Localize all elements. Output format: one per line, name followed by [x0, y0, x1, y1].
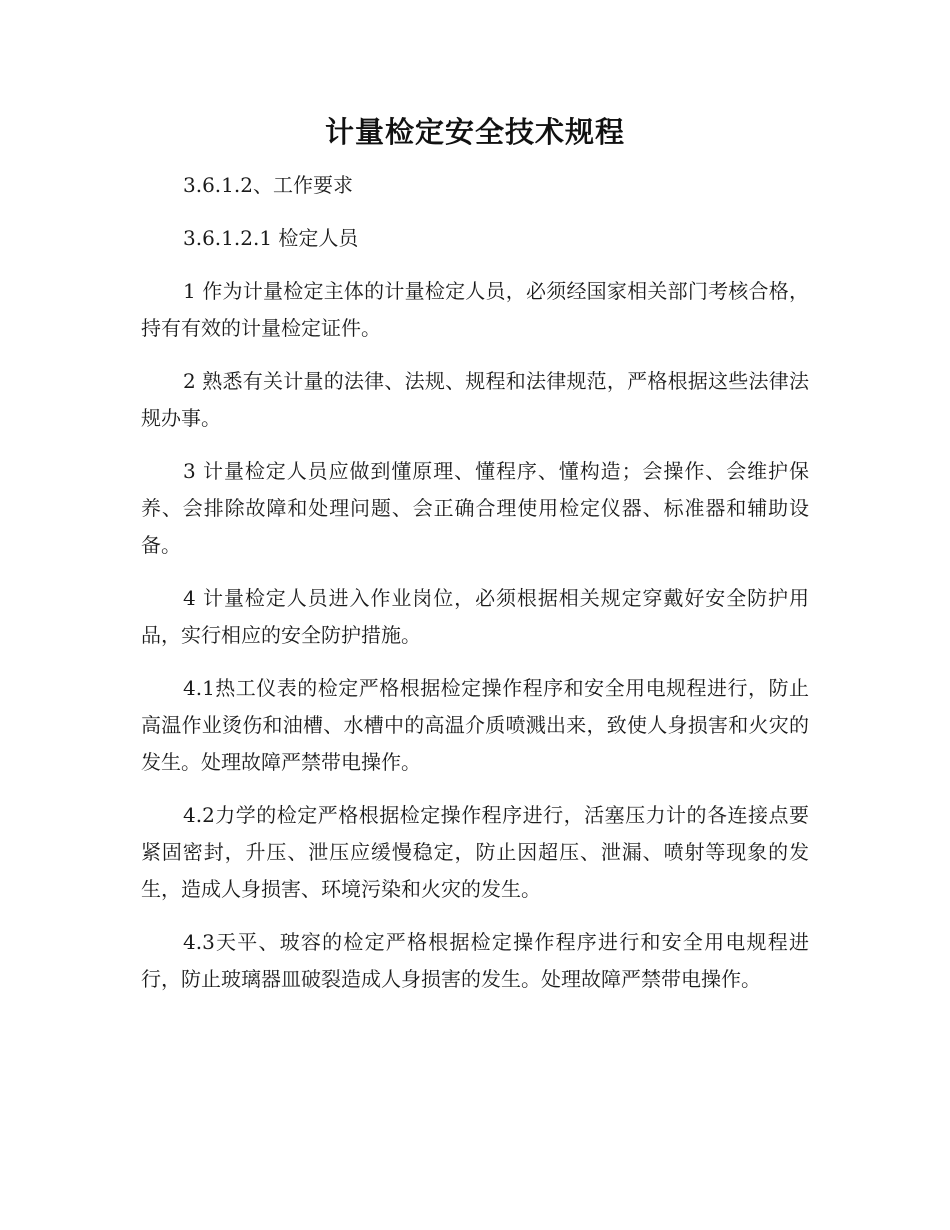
- paragraph-item-4: 4 计量检定人员进入作业岗位，必须根据相关规定穿戴好安全防护用品，实行相应的安全防护措施。: [141, 586, 809, 647]
- paragraph-item-4-1: 4.1热工仪表的检定严格根据检定操作程序和安全用电规程进行，防止高温作业烫伤和油槽、水槽中的高温介质喷溅出来，致使人身损害和火灾的发生。处理故障严禁带电操作。: [141, 676, 809, 774]
- section-heading: 3.6.1.2、工作要求: [183, 173, 353, 197]
- paragraph-item-3: 3 计量检定人员应做到懂原理、懂程序、懂构造；会操作、会维护保养、会排除故障和处理问题、会正确合理使用检定仪器、标准器和辅助设备。: [141, 459, 809, 557]
- paragraph-item-4-2: 4.2力学的检定严格根据检定操作程序进行，活塞压力计的各连接点要紧固密封，升压、泄压应缓慢稳定，防止因超压、泄漏、喷射等现象的发生，造成人身损害、环境污染和火灾的发生。: [141, 803, 809, 901]
- subsection-heading: 3.6.1.2.1 检定人员: [183, 226, 359, 250]
- document-title: 计量检定安全技术规程: [324, 115, 625, 149]
- paragraph-item-1: 1 作为计量检定主体的计量检定人员，必须经国家相关部门考核合格，持有有效的计量检定证件。: [141, 279, 809, 340]
- paragraph-item-4-3: 4.3天平、玻容的检定严格根据检定操作程序进行和安全用电规程进行，防止玻璃器皿破裂造成人身损害的发生。处理故障严禁带电操作。: [141, 930, 809, 991]
- document-body: [141, 167, 809, 1014]
- paragraph-item-2: 2 熟悉有关计量的法律、法规、规程和法律规范，严格根据这些法律法规办事。: [141, 369, 809, 430]
